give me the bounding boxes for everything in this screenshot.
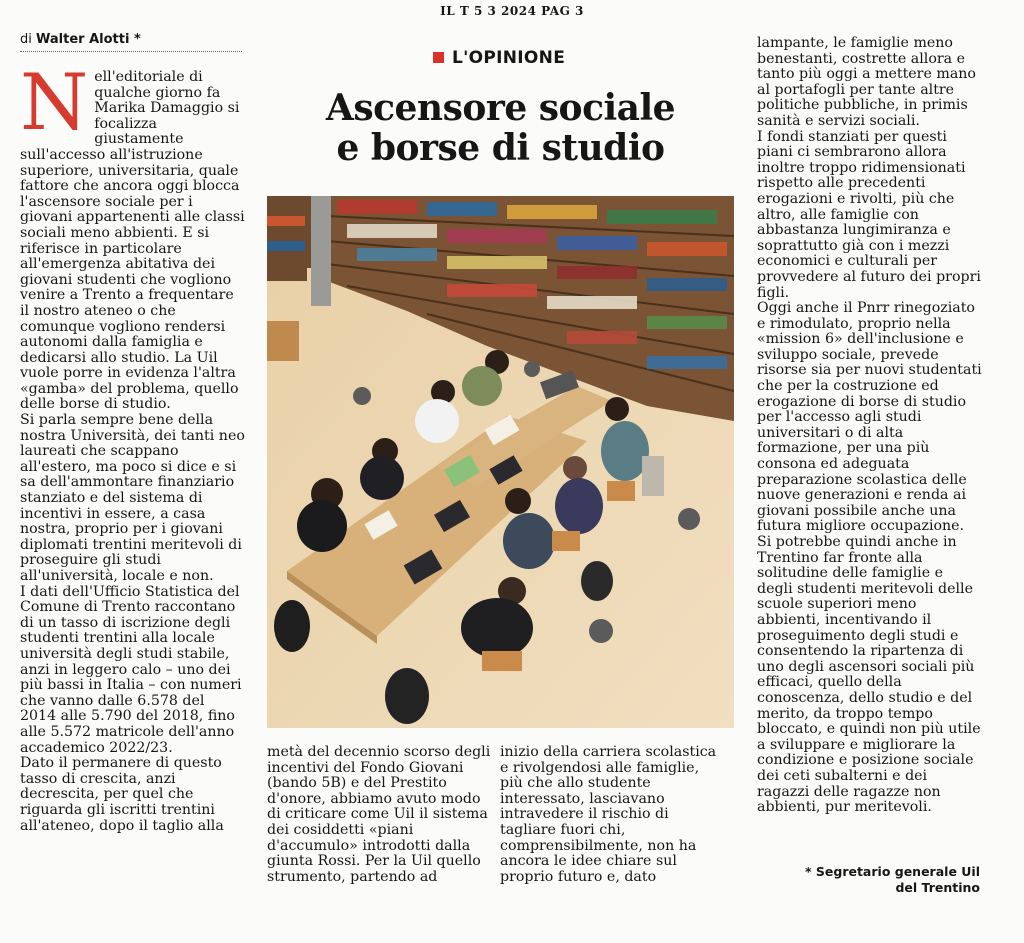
byline bbox=[20, 32, 242, 52]
article-column-2 bbox=[267, 745, 492, 885]
headline bbox=[268, 88, 733, 168]
page-header: IL T 5 3 2024 PAG 3 bbox=[440, 4, 584, 18]
kicker-label: L'OPINIONE bbox=[452, 48, 566, 68]
paragraph: I fondi stanziati per questi piani ci sembrarono allora inoltre troppo ridimensionati rispetto alle precedenti erogazioni e rivolti, più che altro, alle famiglie con abbastanza lungimiranza e soprattutto già con i mezzi economici e culturali per provvedere al futuro dei propri figli. bbox=[757, 128, 981, 301]
signature-line: del Trentino bbox=[895, 880, 980, 895]
article-photo-library-students bbox=[267, 196, 734, 728]
headline-line: Ascensore sociale bbox=[325, 87, 676, 129]
paragraph: Si potrebbe quindi anche in Trentino far fronte alla solitudine delle famiglie e degli studenti meritevoli delle scuole superiori meno abbienti, incentivando il proseguimento degli studi e consentendo la ripartenza di uno degli ascensori sociali più efficaci, quello della conoscenza, dello studio e del merito, da troppo tempo bloccato, e quindi non più utile a sviluppare e migliorare la condizione e posizione sociale dei ceti subalterni e dei ragazzi delle ragazze non abbienti, pur meritevoli. bbox=[757, 534, 981, 816]
headline-line: e borse di studio bbox=[336, 127, 665, 169]
paragraph: inizio della carriera scolastica e rivolgendosi alle famiglie, più che allo studente interessato, lasciavano intravedere il rischio di tagliare fuori chi, comprensibilmente, non ha ancora le idee chiare sul proprio futuro e, dato bbox=[500, 744, 717, 885]
section-kicker bbox=[433, 48, 565, 68]
lead-paragraph bbox=[20, 58, 245, 413]
author-signature bbox=[740, 864, 980, 896]
byline-prefix: di bbox=[20, 32, 32, 47]
paragraph: metà del decennio scorso degli incentivi del Fondo Giovani (bando 5B) e del Prestito d'onore, abbiamo avuto modo di criticare come Uil il sistema dei cosiddetti «piani d'accumulo» introdotti dalla giunta Rossi. Per la Uil quello strumento, partendo ad bbox=[267, 744, 491, 885]
signature-line: * Segretario generale Uil bbox=[805, 864, 980, 879]
article-column-3 bbox=[500, 745, 725, 885]
drop-cap: N bbox=[20, 58, 89, 148]
paragraph: I dati dell'Ufficio Statistica del Comune di Trento raccontano di un tasso di iscrizione degli studenti trentini alla locale università degli studi stabile, anzi in leggero calo – uno dei più bassi in Italia – con numeri che vanno dalle 6.578 del 2014 alle 5.790 del 2018, fino alle 5.572 matricole dell'anno accademico 2022/23. bbox=[20, 583, 242, 756]
paragraph: lampante, le famiglie meno benestanti, costrette allora e tanto più oggi a mettere mano al portafogli per tante altre politiche pubbliche, in primis sanità e servizi sociali. bbox=[757, 35, 976, 129]
paragraph: Oggi anche il Pnrr rinegoziato e rimodulato, proprio nella «mission 6» dell'inclusione e sviluppo sociale, prevede risorse sia per nuovi studentati che per la costruzione ed erogazione di borse di studio per l'accesso agli studi universitari o di alta formazione, per una più consona ed adeguata preparazione scolastica delle nuove generazioni e renda ai giovani possibile anche una futura migliore occupazione. bbox=[757, 300, 982, 535]
article-column-1 bbox=[20, 58, 245, 834]
byline-author: Walter Alotti * bbox=[36, 32, 141, 47]
paragraph: Dato il permanere di questo tasso di crescita, anzi decrescita, per quel che riguarda gli iscritti trentini all'ateneo, dopo il taglio alla bbox=[20, 755, 224, 834]
kicker-square-icon bbox=[433, 52, 444, 63]
paragraph-text: ell'editoriale di qualche giorno fa Marika Damaggio si focalizza giustamente sull'accesso all'istruzione superiore, universitaria, quale fattore che ancora oggi blocca l'ascensore sociale per i giovani appartenenti alle classi sociali meno abbienti. E si riferisce in particolare all'emergenza abitativa dei giovani studenti che vogliono venire a Trento a frequentare il nostro ateneo o che comunque vogliono rendersi autonomi dalla famiglia e dedicarsi allo studio. La Uil vuole porre in evidenza l'altra «gamba» del problema, quello delle borse di studio. bbox=[20, 69, 245, 413]
paragraph: Si parla sempre bene della nostra Università, dei tanti neo laureati che scappano all'estero, ma poco si dice e si sa dell'ammontare finanziario stanziato e del sistema di incentivi in essere, a casa nostra, proprio per i giovani diplomati trentini meritevoli di proseguire gli studi all'università, locale e non. bbox=[20, 412, 245, 584]
article-column-4 bbox=[757, 36, 982, 816]
